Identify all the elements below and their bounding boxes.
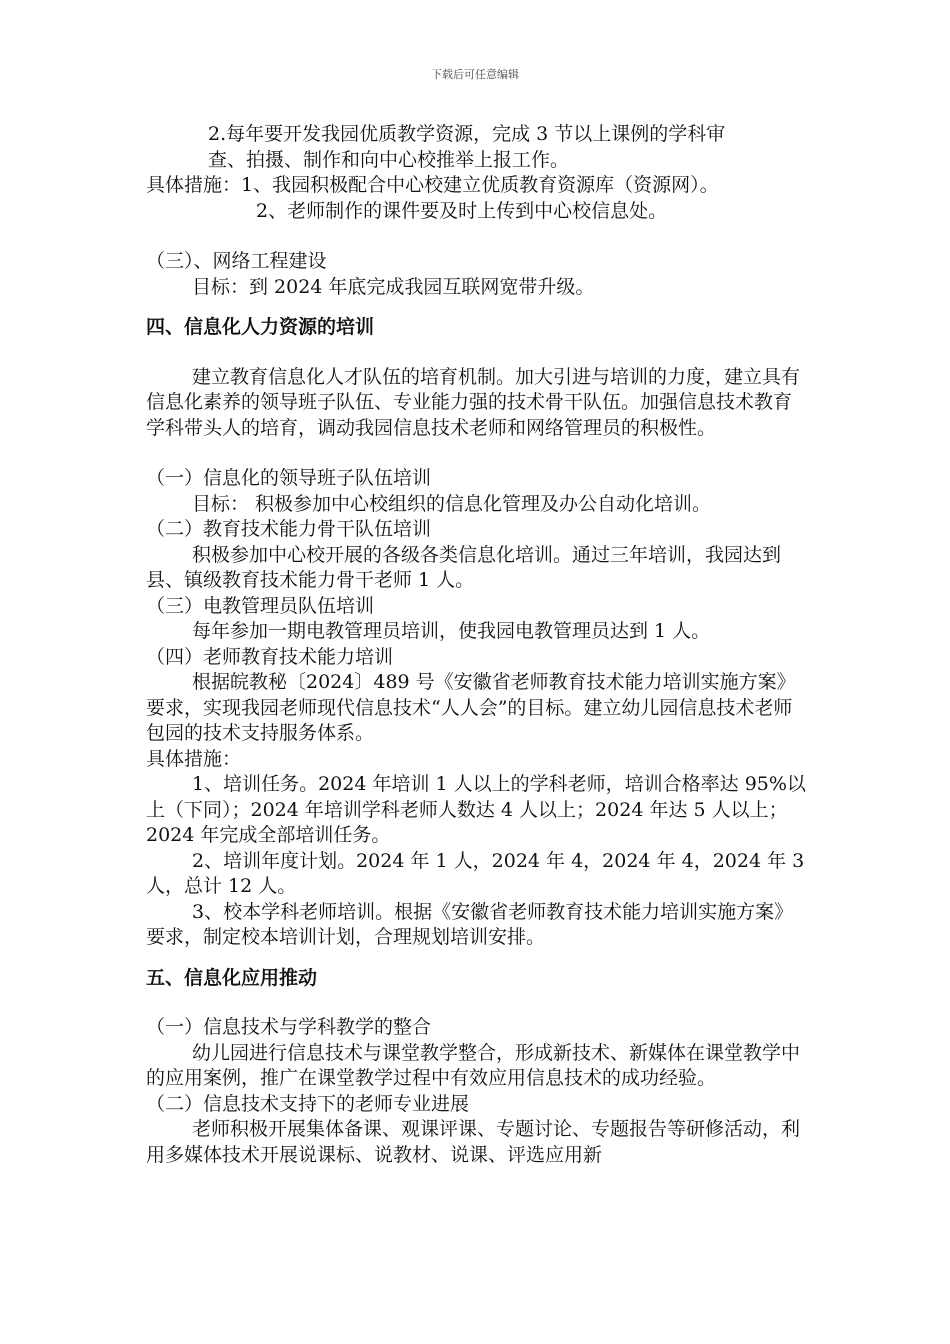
paragraph: 老师积极开展集体备课、观课评课、专题讨论、专题报告等研修活动，利用多媒体技术开展说课标、说教材、说课、评选应用新 — [146, 1118, 801, 1166]
text-line: 目标： 积极参加中心校组织的信息化管理及办公自动化培训。 — [192, 492, 712, 515]
paragraph: 1、培训任务。2024 年培训 1 人以上的学科老师，培训合格率达 95%以上（下同）；2024 年培训学科老师人数达 4 人以上；2024 年达 5 人以上；2024 年完成全部培训任务。 — [146, 773, 806, 846]
section-subheading: （一）信息技术与学科教学的整合 — [146, 1016, 432, 1038]
text-line: 目标：到 2024 年底完成我园互联网宽带升级。 — [192, 275, 595, 298]
paragraph: 建立教育信息化人才队伍的培育机制。加大引进与培训的力度，建立具有信息化素养的领导班子队伍、专业能力强的技术骨干队伍。加强信息技术教育学科带头人的培育，调动我园信息技术老师和网络管理员的积极性。 — [146, 365, 801, 439]
section-subheading: （三）、网络工程建设 — [146, 250, 327, 272]
section-heading: 四、信息化人力资源的培训 — [146, 316, 375, 338]
section-subheading: （二）教育技术能力骨干队伍培训 — [146, 518, 432, 540]
paragraph: 根据皖教秘〔2024〕489 号《安徽省老师教育技术能力培训实施方案》要求，实现我园老师现代信息技术“人人会”的目标。建立幼儿园信息技术老师包园的技术支持服务体系。 — [146, 671, 796, 744]
text-line: 查、拍摄、制作和向中心校推举上报工作。 — [208, 148, 570, 171]
text-line: 2.每年要开发我园优质教学资源，完成 3 节以上课例的学科审 — [208, 123, 726, 145]
section-subheading: （二）信息技术支持下的老师专业进展 — [146, 1092, 470, 1115]
document-body — [146, 122, 810, 1168]
section-subheading: （四）老师教育技术能力培训 — [146, 645, 394, 668]
text-line: 每年参加一期电教管理员培训，使我园电教管理员达到 1 人。 — [192, 620, 711, 642]
paragraph: 3、校本学科老师培训。根据《安徽省老师教育技术能力培训实施方案》要求，制定校本培训计划，合理规划培训安排。 — [146, 900, 794, 948]
section-subheading: （一）信息化的领导班子队伍培训 — [146, 467, 432, 489]
paragraph: 2、培训年度计划。2024 年 1 人，2024 年 4，2024 年 4，2024 年 3 人，总计 12 人。 — [146, 849, 805, 897]
paragraph: 积极参加中心校开展的各级各类信息化培训。通过三年培训，我园达到县、镇级教育技术能力骨干老师 1 人。 — [146, 543, 782, 591]
text-line: 具体措施： — [146, 747, 242, 770]
section-subheading: （三）电教管理员队伍培训 — [146, 594, 375, 617]
text-line: 2、老师制作的课件要及时上传到中心校信息处。 — [256, 199, 668, 222]
section-heading: 五、信息化应用推动 — [146, 966, 318, 989]
page-header-note: 下载后可任意编辑 — [431, 68, 519, 81]
text-line: 具体措施：1、我园积极配合中心校建立优质教育资源库（资源网）。 — [146, 174, 719, 196]
paragraph: 幼儿园进行信息技术与课堂教学整合，形成新技术、新媒体在课堂教学中的应用案例，推广在课堂教学过程中有效应用信息技术的成功经验。 — [146, 1041, 801, 1089]
